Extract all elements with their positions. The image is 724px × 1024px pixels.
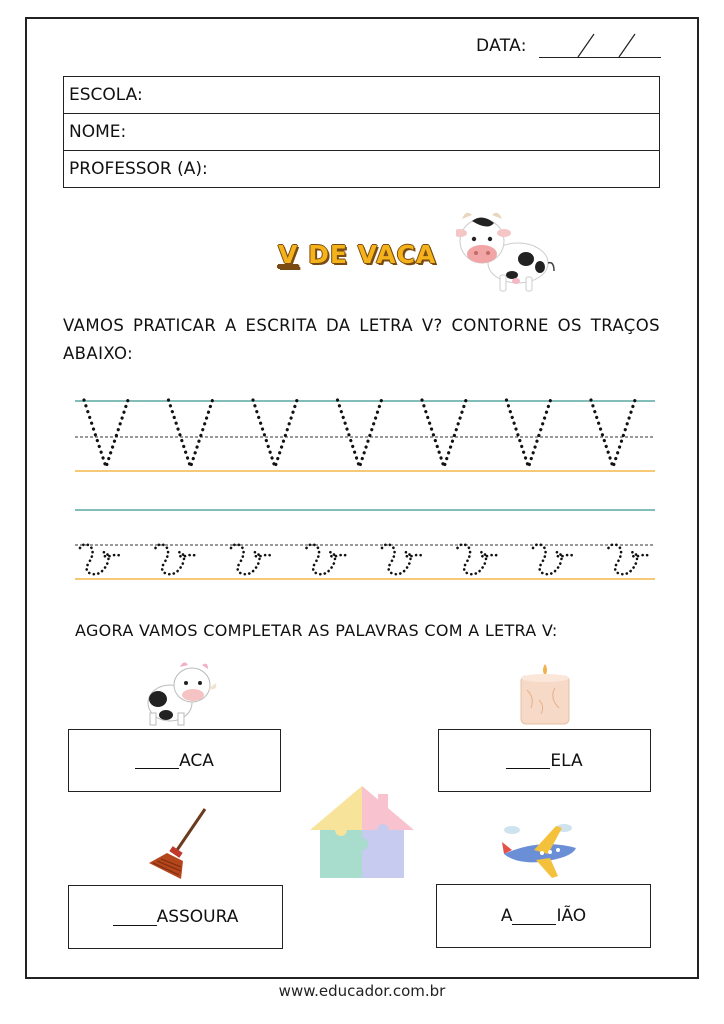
school-field[interactable]: [64, 77, 659, 114]
candle-icon: [515, 660, 575, 726]
info-table: [63, 76, 660, 188]
blank-line[interactable]: [512, 908, 556, 925]
cursive-v-trace[interactable]: [307, 544, 349, 574]
title-letter: V: [278, 240, 299, 269]
blank-line[interactable]: [506, 752, 550, 769]
uppercase-v-trace[interactable]: [84, 400, 128, 467]
word-box-vassoura[interactable]: [68, 885, 283, 949]
cursive-v-trace[interactable]: [80, 544, 122, 574]
uppercase-v-trace[interactable]: [422, 400, 466, 467]
title-rest: DE VACA: [298, 240, 437, 269]
cursive-v-traces: [80, 544, 651, 574]
name-field[interactable]: [64, 114, 659, 151]
uppercase-v-trace[interactable]: [253, 400, 297, 467]
teacher-field[interactable]: [64, 151, 659, 187]
page-title: [278, 240, 436, 269]
date-slashes: [560, 32, 650, 60]
cow-small-icon: [140, 655, 220, 727]
cow-icon: [456, 207, 556, 295]
cursive-v-trace[interactable]: [156, 544, 198, 574]
cursive-v-trace[interactable]: [231, 544, 273, 574]
tracing-area: [70, 390, 660, 590]
airplane-icon: [500, 820, 580, 882]
uppercase-v-traces: [84, 400, 635, 467]
word-box-aviao[interactable]: [436, 884, 651, 948]
cursive-v-trace[interactable]: [533, 544, 575, 574]
cursive-v-trace[interactable]: [382, 544, 424, 574]
footer-url: www.educador.com.br: [278, 982, 446, 1000]
complete-instructions: AGORA VAMOS COMPLETAR AS PALAVRAS COM A LETRA V:: [75, 621, 558, 640]
uppercase-v-trace[interactable]: [507, 400, 551, 467]
blank-line[interactable]: [113, 909, 157, 926]
word-box-vaca[interactable]: [68, 729, 281, 792]
word-prefix: A: [500, 906, 513, 926]
practice-instructions: VAMOS PRATICAR A ESCRITA DA LETRA V? CONTORNE OS TRAÇOS ABAIXO:: [63, 316, 660, 363]
school-label: ESCOLA:: [69, 85, 143, 105]
uppercase-v-trace[interactable]: [338, 400, 382, 467]
uppercase-v-trace[interactable]: [169, 400, 213, 467]
cursive-v-trace[interactable]: [609, 544, 651, 574]
word-suffix: ELA: [550, 750, 583, 771]
teacher-label: PROFESSOR (A):: [69, 159, 208, 179]
date-label: DATA:: [476, 36, 527, 56]
puzzle-house-icon: [308, 784, 416, 882]
word-suffix: ASSOURA: [156, 907, 239, 927]
cursive-v-trace[interactable]: [458, 544, 500, 574]
broom-icon: [145, 805, 211, 881]
blank-line[interactable]: [135, 752, 179, 769]
name-label: NOME:: [69, 122, 127, 142]
word-box-vela[interactable]: [438, 729, 651, 792]
uppercase-v-trace[interactable]: [591, 400, 635, 467]
word-suffix: ACA: [179, 750, 214, 771]
word-suffix: IÃO: [556, 906, 587, 926]
